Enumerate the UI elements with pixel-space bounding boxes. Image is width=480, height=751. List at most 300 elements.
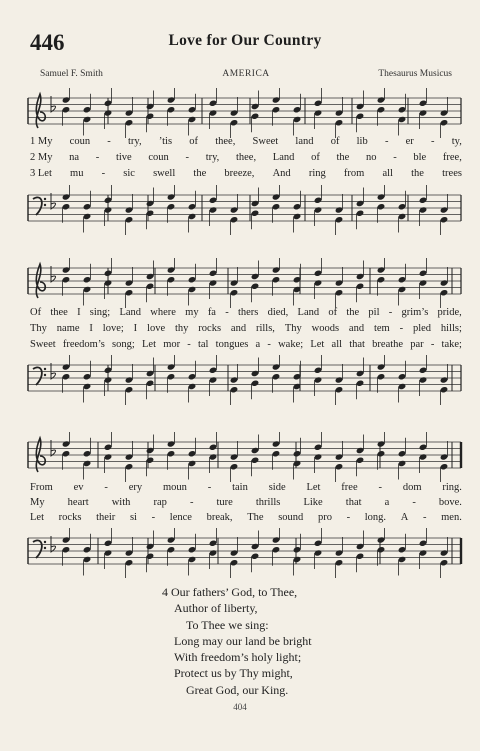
- notehead: [314, 376, 323, 383]
- notehead: [104, 376, 113, 383]
- notehead: [62, 546, 71, 553]
- lyric-syllable: rocks: [198, 323, 222, 334]
- lyric-syllable: ’tis: [158, 136, 173, 147]
- lyric-syllable: mor: [163, 339, 181, 350]
- notehead: [293, 116, 302, 123]
- lyric-syllable: with: [111, 497, 131, 508]
- lyric-syllable: tal: [197, 339, 209, 350]
- clef-dot: [44, 541, 46, 543]
- lyric-syllable: from: [343, 168, 365, 179]
- notehead: [335, 119, 344, 126]
- notehead: [314, 540, 323, 547]
- notehead: [272, 450, 281, 457]
- notehead: [356, 210, 365, 217]
- notehead: [62, 266, 71, 273]
- notehead: [440, 376, 449, 383]
- notehead: [125, 549, 134, 556]
- notehead: [440, 216, 449, 223]
- lyric-syllable: land: [295, 136, 314, 147]
- notehead: [188, 286, 197, 293]
- notehead: [146, 283, 155, 290]
- notehead: [356, 380, 365, 387]
- lyric-syllable: hills;: [440, 323, 462, 334]
- notehead: [125, 376, 134, 383]
- notehead: [188, 450, 197, 457]
- notehead: [335, 289, 344, 296]
- notehead: [398, 383, 407, 390]
- notehead: [251, 113, 260, 120]
- lyric-syllable: Let: [310, 339, 325, 350]
- lyric-syllable: all: [331, 339, 343, 350]
- notehead: [251, 553, 260, 560]
- notehead: [104, 100, 113, 107]
- notehead: [314, 109, 323, 116]
- notehead: [188, 276, 197, 283]
- notehead: [209, 270, 218, 277]
- tune-name: AMERICA: [222, 69, 270, 79]
- lyric-syllable: er: [405, 136, 414, 147]
- notehead: [83, 116, 92, 123]
- notehead: [62, 203, 71, 210]
- notehead: [419, 444, 428, 451]
- notehead: [230, 463, 239, 470]
- notehead: [398, 460, 407, 467]
- lyric-syllable: thy: [175, 323, 189, 334]
- notehead: [146, 210, 155, 217]
- notehead: [62, 363, 71, 370]
- notehead: [104, 279, 113, 286]
- notehead: [419, 367, 428, 374]
- notehead: [272, 193, 281, 200]
- notehead: [272, 203, 281, 210]
- bass-clef-icon: [33, 367, 42, 385]
- lyric-syllable: the: [336, 152, 350, 163]
- lyric-syllable: no: [366, 152, 377, 163]
- notehead: [335, 386, 344, 393]
- notehead: [167, 373, 176, 380]
- notehead: [188, 383, 197, 390]
- notehead: [167, 450, 176, 457]
- notehead: [398, 373, 407, 380]
- notehead: [251, 200, 260, 207]
- notehead: [440, 119, 449, 126]
- notehead: [335, 549, 344, 556]
- lyric-syllable: Land: [272, 152, 295, 163]
- lyric-syllable: coun: [148, 152, 169, 163]
- notehead: [356, 283, 365, 290]
- lyric-syllable: pled: [412, 323, 432, 334]
- notehead: [146, 113, 155, 120]
- notehead: [419, 100, 428, 107]
- lyric-syllable: of: [328, 307, 338, 318]
- notehead: [251, 543, 260, 550]
- notehead: [251, 283, 260, 290]
- lyric-syllable: ring.: [442, 482, 462, 493]
- lyric-syllable: ev: [73, 482, 84, 493]
- notehead: [440, 289, 449, 296]
- notehead: [167, 536, 176, 543]
- lyric-syllable: -: [384, 136, 389, 147]
- notehead: [125, 119, 134, 126]
- notehead: [272, 536, 281, 543]
- lyric-syllable: thrills: [255, 497, 281, 508]
- notehead: [356, 273, 365, 280]
- lyric-syllable: where: [150, 307, 176, 318]
- clef-dot: [44, 547, 46, 549]
- lyric-syllable: My: [30, 497, 45, 508]
- notehead: [125, 463, 134, 470]
- flat-icon: [51, 96, 56, 112]
- hymn-author: Samuel F. Smith: [40, 69, 103, 79]
- notehead: [209, 100, 218, 107]
- notehead: [146, 543, 155, 550]
- notehead: [188, 203, 197, 210]
- lyric-syllable: thee: [50, 307, 68, 318]
- lyric-syllable: try,: [128, 136, 142, 147]
- notehead: [440, 386, 449, 393]
- system3-treble-staff: [0, 432, 480, 482]
- lyric-syllable: I: [133, 323, 138, 334]
- notehead: [251, 370, 260, 377]
- lyric-syllable: breathe: [372, 339, 404, 350]
- lyric-syllable: free: [341, 482, 358, 493]
- lyric-syllable: ble: [413, 152, 427, 163]
- notehead: [125, 206, 134, 213]
- notehead: [62, 96, 71, 103]
- lyric-syllable: -: [412, 497, 416, 508]
- lyric-syllable: take;: [441, 339, 462, 350]
- notehead: [83, 556, 92, 563]
- notehead: [356, 457, 365, 464]
- notehead: [146, 457, 155, 464]
- lyric-syllable: woods: [311, 323, 340, 334]
- notehead: [83, 546, 92, 553]
- lyric-syllable: moun: [162, 482, 187, 493]
- lyric-syllable: ery: [128, 482, 143, 493]
- lyric-syllable: song;: [112, 339, 135, 350]
- staff-lines: [28, 365, 461, 391]
- lyric-syllable: of: [311, 152, 320, 163]
- lyric-syllable: 1 My: [30, 136, 53, 147]
- staff-lines: [28, 195, 461, 221]
- notehead: [209, 540, 218, 547]
- notehead: [62, 536, 71, 543]
- flat-icon: [51, 536, 56, 552]
- notehead: [230, 289, 239, 296]
- lyric-syllable: rills,: [255, 323, 275, 334]
- stanza-line: Protect us by Thy might,: [174, 666, 293, 681]
- notehead: [167, 276, 176, 283]
- system3-lyrics: [30, 512, 462, 523]
- notehead: [377, 266, 386, 273]
- notehead: [230, 109, 239, 116]
- notehead: [335, 376, 344, 383]
- lyric-syllable: that: [349, 339, 365, 350]
- notehead: [104, 444, 113, 451]
- system1-bass-staff: [0, 185, 480, 235]
- lyric-syllable: Sweet: [252, 136, 279, 147]
- page-number: 404: [233, 702, 247, 712]
- lyric-syllable: free,: [442, 152, 462, 163]
- notehead: [251, 273, 260, 280]
- notehead: [251, 210, 260, 217]
- notehead: [209, 549, 218, 556]
- notehead: [230, 453, 239, 460]
- notehead: [104, 549, 113, 556]
- notehead: [272, 276, 281, 283]
- lyric-syllable: Sweet: [30, 339, 56, 350]
- lyric-syllable: Land: [297, 307, 320, 318]
- notehead: [188, 556, 197, 563]
- notehead: [272, 106, 281, 113]
- notehead: [146, 447, 155, 454]
- notehead: [314, 270, 323, 277]
- system2-lyrics: [30, 307, 462, 318]
- notehead: [314, 206, 323, 213]
- lyric-syllable: long.: [364, 512, 387, 523]
- lyric-syllable: -: [225, 307, 229, 318]
- notehead: [356, 113, 365, 120]
- hymn-number: 446: [30, 30, 65, 55]
- notehead: [104, 270, 113, 277]
- notehead: [188, 546, 197, 553]
- notehead: [125, 216, 134, 223]
- notehead: [146, 200, 155, 207]
- lyric-syllable: fa: [207, 307, 216, 318]
- notehead: [314, 367, 323, 374]
- system3-lyrics: [30, 482, 462, 493]
- lyric-syllable: -: [393, 152, 397, 163]
- bass-clef-icon: [33, 197, 42, 215]
- lyric-syllable: the: [193, 168, 207, 179]
- notehead: [125, 453, 134, 460]
- notehead: [104, 540, 113, 547]
- notehead: [335, 279, 344, 286]
- notehead: [314, 444, 323, 451]
- notehead: [398, 213, 407, 220]
- notehead: [440, 559, 449, 566]
- lyric-syllable: thee,: [235, 152, 257, 163]
- lyric-syllable: swell: [153, 168, 176, 179]
- lyric-syllable: pride,: [437, 307, 462, 318]
- notehead: [398, 286, 407, 293]
- lyric-syllable: of: [330, 136, 340, 147]
- notehead: [440, 463, 449, 470]
- staff-lines: [28, 98, 461, 124]
- notehead: [209, 279, 218, 286]
- notehead: [146, 370, 155, 377]
- notehead: [125, 109, 134, 116]
- lyric-syllable: Let: [306, 482, 321, 493]
- notehead: [167, 96, 176, 103]
- lyric-syllable: -: [267, 339, 271, 350]
- lyric-syllable: Of: [30, 307, 42, 318]
- notehead: [356, 543, 365, 550]
- notehead: [356, 447, 365, 454]
- notehead: [209, 376, 218, 383]
- lyric-syllable: -: [189, 497, 194, 508]
- notehead: [377, 203, 386, 210]
- notehead: [62, 106, 71, 113]
- notehead: [377, 536, 386, 543]
- lyric-syllable: tain: [232, 482, 248, 493]
- lyric-syllable: From: [30, 482, 53, 493]
- notehead: [230, 549, 239, 556]
- notehead: [125, 559, 134, 566]
- staff-lines: [28, 442, 461, 468]
- notehead: [167, 440, 176, 447]
- notehead: [104, 367, 113, 374]
- notehead: [146, 273, 155, 280]
- notehead: [398, 276, 407, 283]
- lyric-syllable: rap: [153, 497, 167, 508]
- notehead: [272, 96, 281, 103]
- lyric-syllable: tongues: [215, 339, 249, 350]
- notehead: [293, 546, 302, 553]
- lyric-syllable: a: [255, 339, 261, 350]
- lyric-syllable: wake;: [278, 339, 304, 350]
- lyric-syllable: 2 My: [30, 152, 53, 163]
- staff-lines: [28, 538, 461, 564]
- notehead: [419, 279, 428, 286]
- notehead: [230, 279, 239, 286]
- system3-bass-staff: [0, 528, 480, 578]
- lyric-syllable: na: [69, 152, 80, 163]
- notehead: [377, 276, 386, 283]
- notehead: [146, 380, 155, 387]
- lyric-syllable: 3 Let: [30, 168, 52, 179]
- lyric-syllable: coun: [69, 136, 91, 147]
- lyric-syllable: grim’s: [401, 307, 429, 318]
- stanza-line: Great God, our King.: [186, 682, 289, 697]
- notehead: [293, 203, 302, 210]
- stanza-line: Long may our land be bright: [174, 633, 312, 648]
- lyric-syllable: tive: [115, 152, 132, 163]
- hymn-title: Love for Our Country: [168, 32, 322, 49]
- lyric-syllable: thers: [237, 307, 259, 318]
- notehead: [293, 213, 302, 220]
- notehead: [419, 197, 428, 204]
- lyric-syllable: side: [268, 482, 286, 493]
- notehead: [272, 440, 281, 447]
- lyric-syllable: -: [107, 136, 111, 147]
- lyric-syllable: I: [89, 323, 93, 334]
- notehead: [272, 546, 281, 553]
- lyric-syllable: -: [430, 339, 435, 350]
- notehead: [419, 540, 428, 547]
- notehead: [83, 106, 92, 113]
- lyric-syllable: -: [104, 482, 108, 493]
- notehead: [104, 197, 113, 204]
- lyric-syllable: bove.: [438, 497, 462, 508]
- notehead: [83, 383, 92, 390]
- lyric-syllable: -: [95, 152, 100, 163]
- notehead: [125, 386, 134, 393]
- lyric-syllable: Thy: [284, 323, 302, 334]
- notehead: [62, 373, 71, 380]
- notehead: [230, 376, 239, 383]
- hymn-composer: Thesaurus Musicus: [378, 69, 452, 79]
- notehead: [230, 119, 239, 126]
- notehead: [62, 440, 71, 447]
- notehead: [251, 457, 260, 464]
- notehead: [356, 553, 365, 560]
- notehead: [62, 450, 71, 457]
- lyric-syllable: -: [378, 482, 382, 493]
- lyric-syllable: -: [422, 512, 427, 523]
- notehead: [209, 197, 218, 204]
- stanza-4: [162, 584, 312, 698]
- notehead: [419, 109, 428, 116]
- lyric-syllable: The: [247, 512, 264, 523]
- lyric-syllable: -: [346, 512, 351, 523]
- notehead: [377, 373, 386, 380]
- notehead: [377, 440, 386, 447]
- lyric-syllable: lence: [169, 512, 192, 523]
- notehead: [167, 193, 176, 200]
- lyric-syllable: the: [411, 168, 424, 179]
- system1-lyrics: [30, 136, 462, 147]
- notehead: [125, 279, 134, 286]
- lyric-syllable: Thy: [30, 323, 47, 334]
- notehead: [335, 453, 344, 460]
- lyric-syllable: trees: [442, 168, 462, 179]
- notehead: [440, 453, 449, 460]
- system3-lyrics: [30, 497, 462, 508]
- lyric-syllable: freedom’s: [62, 339, 105, 350]
- notehead: [377, 96, 386, 103]
- notehead: [398, 116, 407, 123]
- notehead: [83, 276, 92, 283]
- lyric-syllable: Land: [119, 307, 142, 318]
- lyric-syllable: sound: [278, 512, 304, 523]
- lyric-syllable: ring: [308, 168, 326, 179]
- lyric-syllable: pil: [368, 307, 380, 318]
- notehead: [293, 106, 302, 113]
- notehead: [356, 103, 365, 110]
- lyric-syllable: -: [399, 323, 404, 334]
- lyric-syllable: and: [230, 323, 247, 334]
- lyric-syllable: and: [348, 323, 365, 334]
- notehead: [440, 279, 449, 286]
- system1-lyrics: [30, 152, 462, 163]
- lyric-syllable: lib: [356, 136, 368, 147]
- notehead: [419, 376, 428, 383]
- notehead: [146, 103, 155, 110]
- lyric-syllable: thee,: [215, 136, 236, 147]
- lyric-syllable: I: [77, 307, 81, 318]
- notehead: [251, 103, 260, 110]
- notehead: [125, 289, 134, 296]
- notehead: [356, 200, 365, 207]
- notehead: [398, 106, 407, 113]
- lyric-syllable: heart: [67, 497, 89, 508]
- notehead: [335, 206, 344, 213]
- lyric-syllable: pro: [317, 512, 332, 523]
- notehead: [209, 444, 218, 451]
- system2-lyrics: [30, 323, 462, 334]
- notehead: [335, 109, 344, 116]
- lyric-syllable: of: [189, 136, 198, 147]
- lyric-syllable: Let: [30, 512, 44, 523]
- stanza-line: Author of liberty,: [174, 601, 258, 616]
- lyric-syllable: try,: [205, 152, 220, 163]
- notehead: [398, 556, 407, 563]
- notehead: [167, 106, 176, 113]
- notehead: [83, 460, 92, 467]
- notehead: [272, 373, 281, 380]
- lyric-syllable: -: [431, 136, 435, 147]
